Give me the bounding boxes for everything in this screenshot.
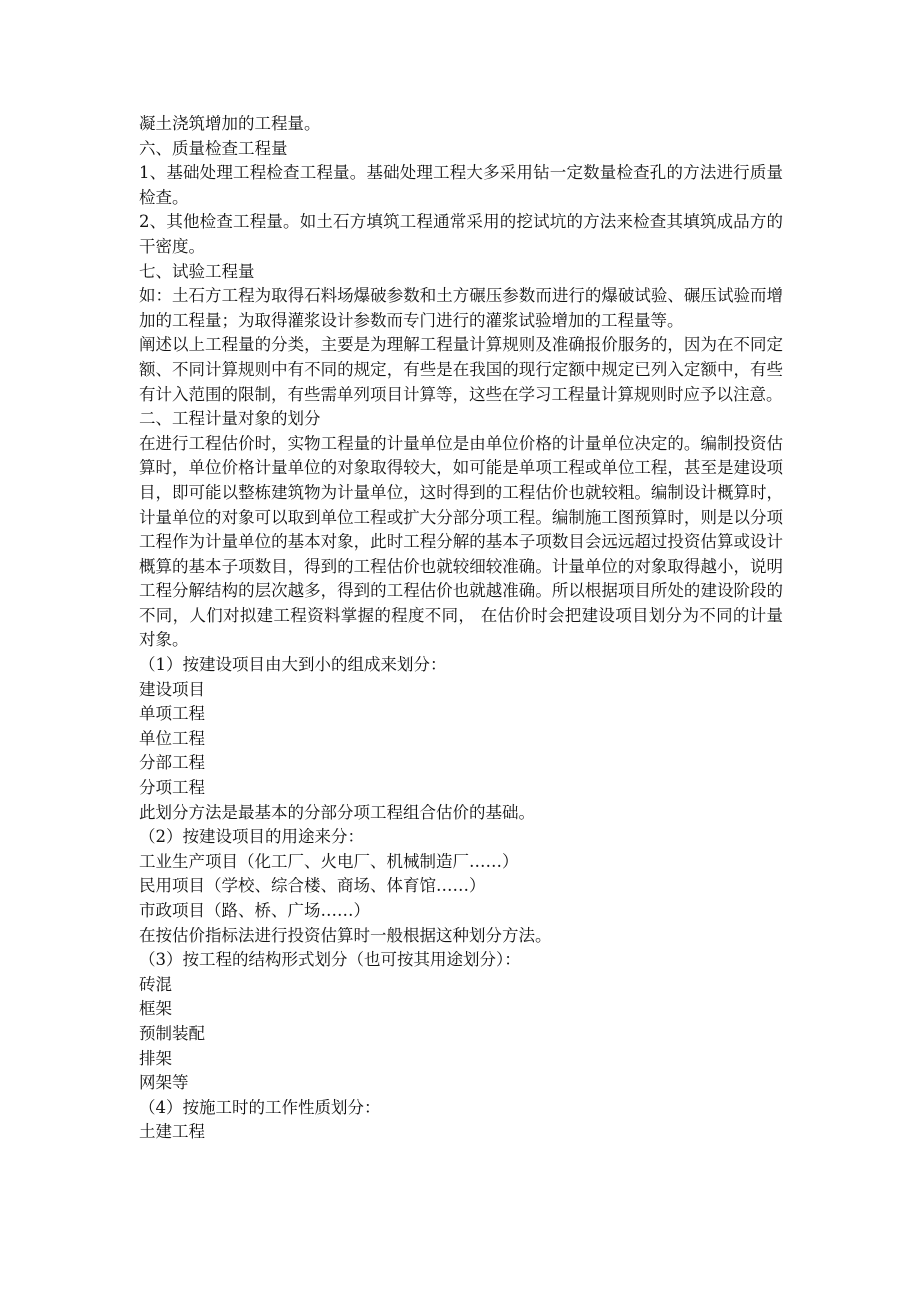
- section-heading: 二、工程计量对象的划分: [139, 409, 321, 429]
- list-item: 土建工程: [139, 1122, 205, 1142]
- list-item: 单位工程: [139, 728, 205, 748]
- list-item: 预制装配: [139, 1023, 205, 1043]
- section-heading: 七、试验工程量: [139, 261, 255, 281]
- paragraph: 此划分方法是最基本的分部分项工程组合估价的基础。: [139, 802, 535, 822]
- document-body: [139, 112, 783, 1145]
- list-heading: （3）按工程的结构形式划分（也可按其用途划分）：: [139, 950, 521, 970]
- paragraph: 在按估价指标法进行投资估算时一般根据这种划分方法。: [139, 925, 552, 945]
- paragraph: 阐述以上工程量的分类，主要是为理解工程量计算规则及准确报价服务的，因为在不同定额、不同计算规则中有不同的规定，有些是在我国的现行定额中规定已列入定额中，有些有计入范围的限制，有些需单列项目计算等，这些在学习工程量计算规则时应予以注意。: [139, 335, 783, 404]
- list-item: 建设项目: [139, 679, 205, 699]
- paragraph: 在进行工程估价时，实物工程量的计量单位是由单位价格的计量单位决定的。编制投资估算时，单位价格计量单位的对象取得较大，如可能是单项工程或单位工程，甚至是建设项目，即可能以整栋建筑物为计量单位，这时得到的工程估价也就较粗。编制设计概算时，计量单位的对象可以取到单位工程或扩大分部分项工程。编制施工图预算时，则是以分项工程作为计量单位的基本对象，此时工程分解的基本子项数目会远远超过投资估算或设计概算的基本子项数目，得到的工程估价也就较细较准确。计量单位的对象取得越小，说明工程分解结构的层次越多，得到的工程估价也就越准确。所以根据项目所处的建设阶段的不同，人们对拟建工程资料掌握的程度不同， 在估价时会把建设项目划分为不同的计量对象。: [139, 433, 783, 650]
- list-item: 单项工程: [139, 704, 205, 724]
- list-item: 网架等: [139, 1073, 189, 1093]
- text-line: 凝土浇筑增加的工程量。: [139, 114, 321, 133]
- list-item: 市政项目（路、桥、广场……）: [139, 901, 370, 920]
- list-heading: （1）按建设项目由大到小的组成来划分：: [139, 655, 447, 675]
- list-item: 排架: [139, 1048, 172, 1068]
- list-heading: （2）按建设项目的用途来分：: [139, 827, 364, 847]
- list-item: 工业生产项目（化工厂、火电厂、机械制造厂……）: [139, 851, 519, 871]
- list-item: 民用项目（学校、综合楼、商场、体育馆……）: [139, 876, 486, 896]
- paragraph: 如：土石方工程为取得石料场爆破参数和土方碾压参数而进行的爆破试验、碾压试验而增加的工程量；为取得灌浆设计参数而专门进行的灌浆试验增加的工程量等。: [139, 286, 783, 330]
- list-item: 砖混: [139, 974, 172, 994]
- list-item: 框架: [139, 999, 172, 1019]
- list-item: 分项工程: [139, 778, 205, 798]
- section-heading: 六、质量检查工程量: [139, 138, 288, 158]
- list-item: 分部工程: [139, 753, 205, 773]
- paragraph: 2、其他检查工程量。如土石方填筑工程通常采用的挖试坑的方法来检查其填筑成品方的干密度。: [139, 212, 783, 256]
- paragraph: 1、基础处理工程检查工程量。基础处理工程大多采用钻一定数量检查孔的方法进行质量检查。: [139, 163, 783, 207]
- list-heading: （4）按施工时的工作性质划分：: [139, 1097, 381, 1117]
